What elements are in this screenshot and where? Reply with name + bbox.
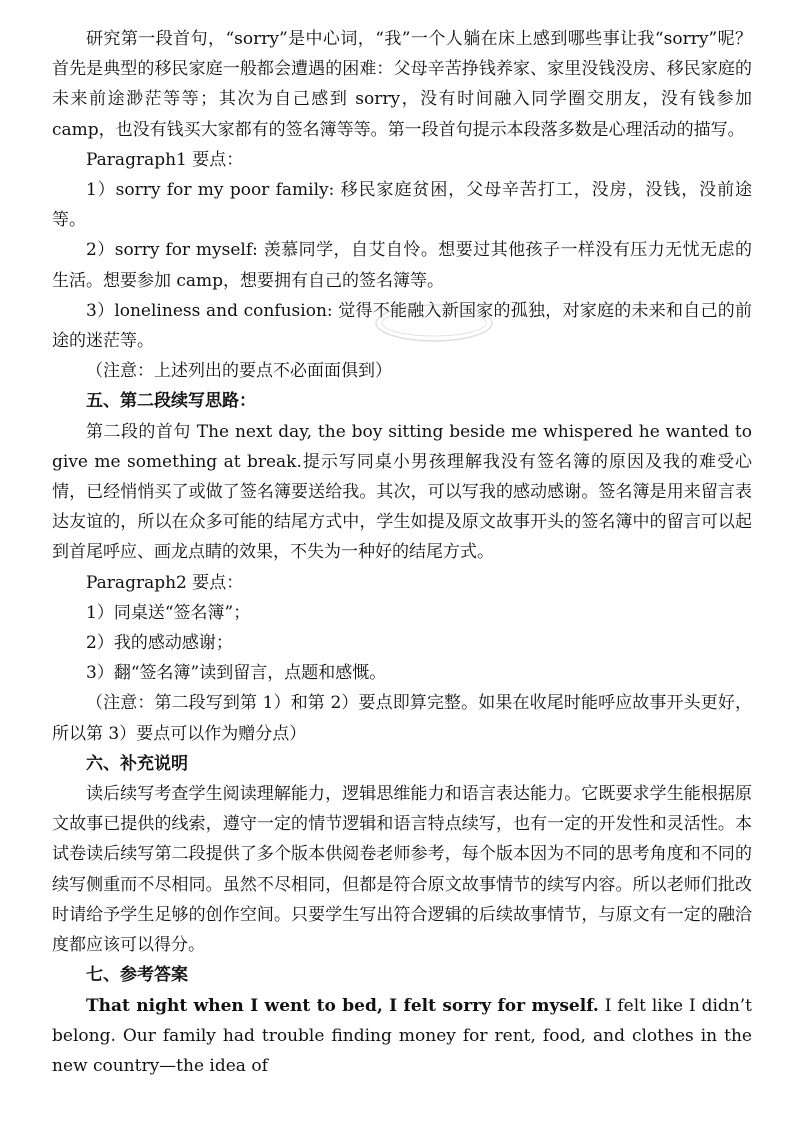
- paragraph2-key-points-title: Paragraph2 要点：: [86, 572, 244, 593]
- paragraph2-point-3: 3）翻“签名簿”读到留言，点题和感慨。: [86, 663, 387, 684]
- paragraph1-note: （注意：上述列出的要点不必面面俱到）: [86, 361, 392, 382]
- paragraph-analysis-first-sentence: 研究第一段首句，“sorry”是中心词，“我”一个人躺在床上感到哪些事让我“sorry”呢？首先是典型的移民家庭一般都会遭遇的困难：父母辛苦挣钱养家、家里没钱没房、移民家庭的未来前途渺茫等等；其次为自己感到 sorry，没有时间融入同学圈交朋友，没有钱参加 camp，也没有钱买大家都有的签名簿等等。第一段首句提示本段落多数是心理活动的描写。: [52, 29, 752, 140]
- paragraph1-point-3: 3）loneliness and confusion: 觉得不能融入新国家的孤独，对家庭的未来和自己的前途的迷茫等。: [52, 300, 752, 352]
- reference-answer-opening-sentence: That night when I went to bed, I felt sorry for myself.: [86, 995, 599, 1016]
- paragraph2-point-1: 1）同桌送“签名簿”；: [86, 602, 251, 623]
- section-five-heading: 五、第二段续写思路：: [86, 391, 256, 412]
- paragraph-supplementary-explanation: 读后续写考查学生阅读理解能力，逻辑思维能力和语言表达能力。它既要求学生能根据原文故事已提供的线索，遵守一定的情节逻辑和语言特点续写，也有一定的开发性和灵活性。本试卷读后续写第二段提供了多个版本供阅卷老师参考，每个版本因为不同的思考角度和不同的续写侧重而不尽相同。虽然不尽相同，但都是符合原文故事情节的续写内容。所以老师们批改时请给予学生足够的创作空间。只要学生写出符合逻辑的后续故事情节，与原文有一定的融洽度都应该可以得分。: [52, 784, 752, 956]
- paragraph2-point-2: 2）我的感动感谢；: [86, 633, 233, 654]
- section-seven-heading: 七、参考答案: [86, 965, 188, 986]
- reference-answer-text: I felt like I didn’t belong. Our family had trouble finding money for rent, food, and clothes in the new country—the idea of: [52, 995, 752, 1076]
- paragraph1-key-points-title: Paragraph1 要点：: [86, 149, 244, 170]
- paragraph-second-paragraph-ideas: 第二段的首句 The next day, the boy sitting beside me whispered he wanted to give me something at break.提示写同桌小男孩理解我没有签名簿的原因及我的难受心情，已经悄悄买了或做了签名簿要送给我。其次，可以写我的感动感谢。签名簿是用来留言表达友谊的，所以在众多可能的结尾方式中，学生如提及原文故事开头的签名簿中的留言可以起到首尾呼应、画龙点睛的效果，不失为一种好的结尾方式。: [52, 421, 752, 563]
- paragraph-reference-answer: [52, 991, 752, 1082]
- paragraph1-point-2: 2）sorry for myself: 羡慕同学，自艾自怜。想要过其他孩子一样没有压力无忧无虑的生活。想要参加 camp，想要拥有自己的签名簿等。: [52, 240, 752, 291]
- paragraph1-point-1: 1）sorry for my poor family: 移民家庭贫困，父母辛苦打工，没房，没钱，没前途等。: [52, 180, 752, 231]
- section-six-heading: 六、补充说明: [86, 753, 188, 774]
- paragraph2-note: （注意：第二段写到第 1）和第 2）要点即算完整。如果在收尾时能呼应故事开头更好，所以第 3）要点可以作为赠分点）: [52, 693, 752, 744]
